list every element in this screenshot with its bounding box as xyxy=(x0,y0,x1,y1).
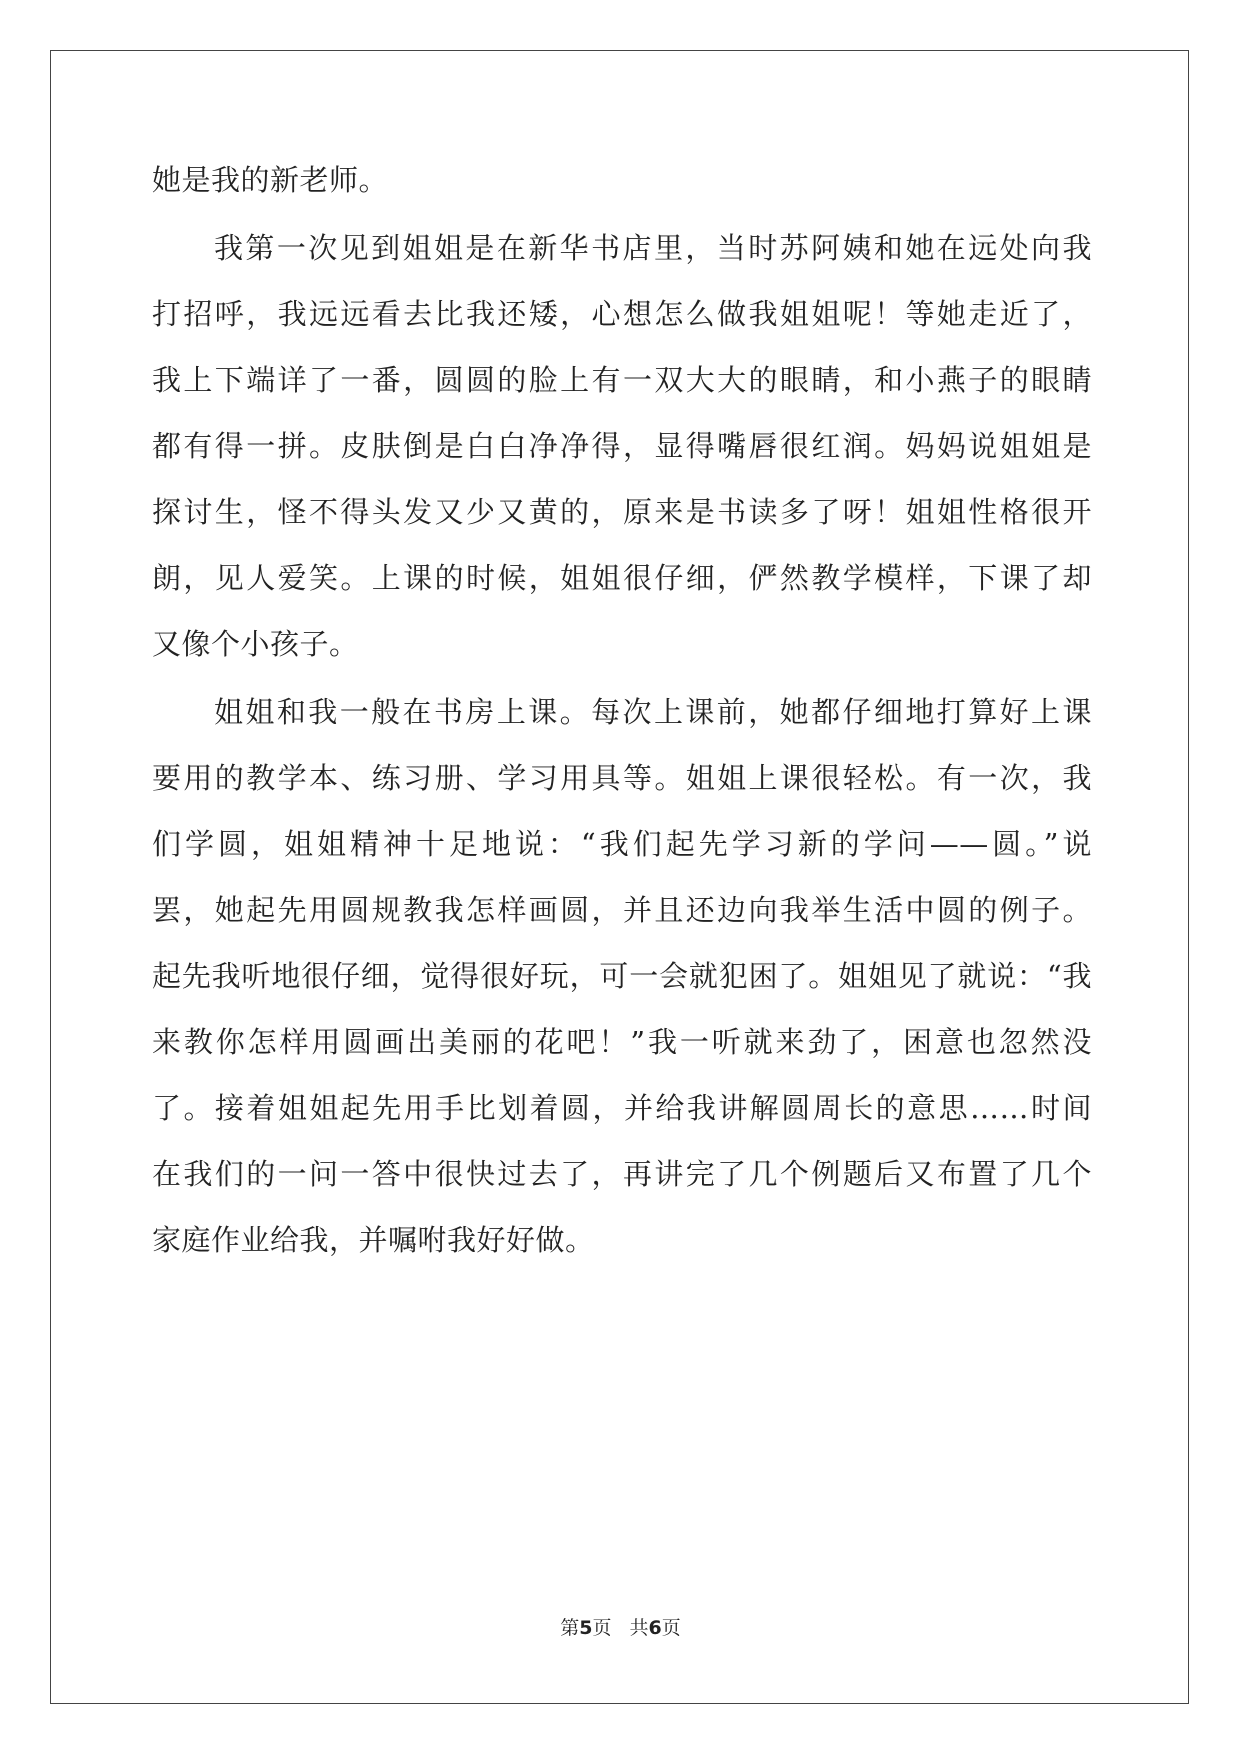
footer-prefix: 第 xyxy=(560,1617,580,1639)
text-line-2: 我第一次见到姐姐是在新华书店里，当时苏阿姨和她在远处向我 xyxy=(214,231,1092,265)
footer-total-suffix: 页 xyxy=(661,1617,681,1639)
text-line-12: 罢，她起先用圆规教我怎样画圆，并且还边向我举生活中圆的例子。 xyxy=(152,893,1092,927)
footer-total-prefix: 共 xyxy=(629,1617,649,1639)
page-footer xyxy=(0,1616,1241,1640)
text-line-11: 们学圆，姐姐精神十足地说：“我们起先学习新的学问——圆。”说 xyxy=(152,827,1092,861)
text-line-1: 她是我的新老师。 xyxy=(152,163,389,197)
text-line-13: 起先我听地很仔细，觉得很好玩，可一会就犯困了。姐姐见了就说：“我 xyxy=(152,959,1092,993)
text-line-6: 探讨生，怪不得头发又少又黄的，原来是书读多了呀！姐姐性格很开 xyxy=(152,495,1092,529)
text-line-9: 姐姐和我一般在书房上课。每次上课前，她都仔细地打算好上课 xyxy=(214,695,1092,729)
text-line-8: 又像个小孩子。 xyxy=(152,627,359,661)
text-line-15: 了。接着姐姐起先用手比划着圆，并给我讲解圆周长的意思……时间 xyxy=(152,1091,1092,1125)
text-line-10: 要用的教学本、练习册、学习用具等。姐姐上课很轻松。有一次，我 xyxy=(152,761,1092,795)
text-line-7: 朗，见人爱笑。上课的时候，姐姐很仔细，俨然教学模样，下课了却 xyxy=(152,561,1092,595)
footer-total-pages: 6 xyxy=(648,1617,662,1639)
text-line-17: 家庭作业给我，并嘱咐我好好做。 xyxy=(152,1223,595,1257)
text-line-5: 都有得一拼。皮肤倒是白白净净得，显得嘴唇很红润。妈妈说姐姐是 xyxy=(152,429,1092,463)
text-line-16: 在我们的一问一答中很快过去了，再讲完了几个例题后又布置了几个 xyxy=(152,1157,1092,1191)
footer-page-number: 5 xyxy=(579,1617,593,1639)
text-line-14: 来教你怎样用圆画出美丽的花吧！”我一听就来劲了，困意也忽然没 xyxy=(152,1025,1092,1059)
text-line-3: 打招呼，我远远看去比我还矮，心想怎么做我姐姐呢！等她走近了， xyxy=(152,297,1092,331)
footer-page-suffix: 页 xyxy=(592,1617,612,1639)
text-line-4: 我上下端详了一番，圆圆的脸上有一双大大的眼睛，和小燕子的眼睛 xyxy=(152,363,1092,397)
